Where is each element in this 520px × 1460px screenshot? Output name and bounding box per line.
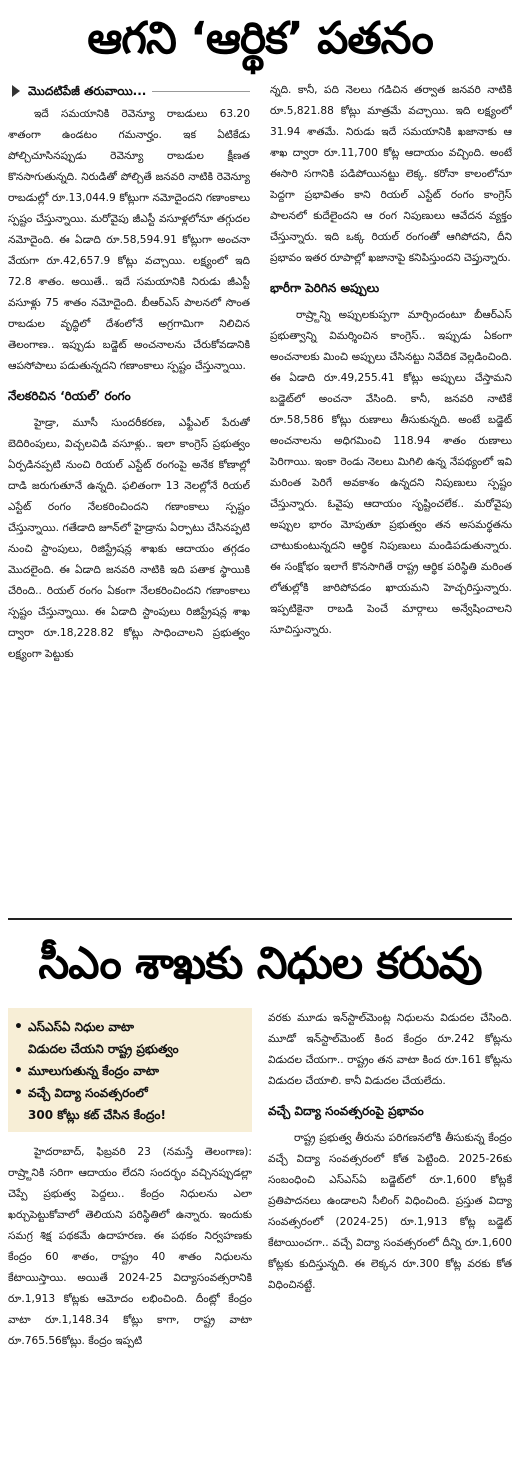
article1-para: రాష్ర్టాన్ని అప్పులకుప్పగా మార్చిందంటూ బీఆర్ఎస్ ప్రభుత్వాన్ని విమర్శించిన కాంగ్రెస్.. ఇప్పుడు ఏకంగా అంచనాలకు మించి అప్పులు చేసినట్టు నివేదిక వెల్లడించింది. ఈ ఏడాది రూ.49,255.41 కోట్లు అప్పులు చేస్తామని బడ్జెట్‌లో అంచనా వేసింది. కానీ, జనవరి నాటికే రూ.58,586 కోట్లు రుణాలు తీసుకున్నది. అంటే బడ్జెట్ అంచనాలను అధిగమించి 118.94 శాతం రుణాలు పెరిగాయి. ఇంకా రెండు నెలలు మిగిలి ఉన్న నేపథ్యంలో ఇవి మరింత పెరిగే అవకాశం ఉన్నదని నిపుణులు స్పష్టం చేస్తున్నారు. ఓవైపు ఆదాయం సృష్టించలేక.. మరోవైపు అప్పుల భారం మోపుతూ ప్రభుత్వం తన అసమర్థతను చాటుకుంటున్నదని ఆర్థిక నిపుణులు మండిపడుతున్నారు. ఈ సంక్షోభం ఇలాగే కొనసాగితే రాష్ట్ర ఆర్థిక పరిస్థితి మరింత లోతుల్లోకి జారిపోవడం ఖాయమని హెచ్చరిస్తున్నారు. ఇప్పటికైనా రాబడి పెంచే మార్గాలు అన్వేషించాలని సూచిస్తున్నారు. <box>270 309 512 636</box>
article1-para: హైడ్రా, మూసీ సుందరీకరణ, ఎఫ్టీఎల్ పేరుతో బెదిరింపులు, విచ్చలవిడి వసూళ్లు.. ఇలా కాంగ్రెస్ ప్రభుత్వం ఏర్పడినప్పటి నుంచి రియల్ ఎస్టేట్ రంగంపై అనేక కోణాల్లో దాడి జరుగుతూనే ఉన్నది. ఫలితంగా 13 నెలల్లోనే రియల్ ఎస్టేట్ రంగం నేలకరించిందని గణాంకాలు స్పష్టం చేస్తున్నాయి. గతేడాది జూన్‌లో హైడ్రాను ఏర్పాటు చేసినప్పటి నుంచి స్టాంపులు, రిజిస్ట్రేషన్ల శాఖకు ఆదాయం తగ్గడం మొదలైంది. ఈ ఏడాది జనవరి నాటికి ఇది పతాక స్థాయికి చేరింది.. రియల్ రంగం ఏకంగా నేలకరించిందని గణాంకాలు స్పష్టం చేస్తున్నాయి. ఈ ఏడాది స్టాంపులు రిజిస్ట్రేషన్ల శాఖ ద్వారా రూ.18,228.82 కోట్లు సాధించాలని ప్రభుత్వం లక్ష్యంగా పెట్టుకు <box>8 417 250 660</box>
subheading-debts: భారీగా పెరిగిన అప్పులు <box>270 281 380 295</box>
headline-top: ఆగని ‘ఆర్థిక’ పతనం <box>87 13 433 64</box>
article2-col2 <box>268 1008 512 1456</box>
article1-para: న్నది. కానీ, పది నెలలు గడిచిన తర్వాత జనవరి నాటికి రూ.5,821.88 కోట్లు మాత్రమే వచ్చాయి. ఇది లక్ష్యంలో 31.94 శాతమే. నిరుడు ఇదే సమయానికి ఖజానాకు ఆ శాఖ ద్వారా రూ.11,700 కోట్ల ఆదాయం వచ్చింది. అంటే ఈసారి సగానికి పడిపోయినట్టు లెక్క. కరోనా కాలంలోనూ పెద్దగా ప్రభావితం కాని రియల్ ఎస్టేట్ రంగం కాంగ్రెస్ పాలనలో కుదేలైందని ఆ రంగ నిపుణులు ఆవేదన వ్యక్తం చేస్తున్నారు. ఇది ఒక్క రియల్ రంగంతో ఆగిపోదని, దీని ప్రభావం ఇతర రూపాల్లో ఖజానాపై కనిపిస్తుందని చెప్తున్నారు. <box>270 84 512 264</box>
bullet-icon: • <box>14 1063 23 1079</box>
highlight-item: • మూలుగుతున్న కేంద్రం వాటా <box>14 1060 242 1082</box>
highlight-item: • ఎస్ఎస్ఏ నిధుల వాటా <box>14 1016 242 1038</box>
subheading-next-year: వచ్చే విద్యా సంవత్సరంపై ప్రభావం <box>268 1104 424 1118</box>
article1-col1 <box>8 80 250 916</box>
article2-para: రాష్ట్ర ప్రభుత్వ తీరును పరిగణనలోకి తీసుకున్న కేంద్రం వచ్చే విద్యా సంవత్సరంలో కోత పెట్టింది. 2025-26కు సంబంధించి ఎస్ఎస్ఏ బడ్జెట్‌లో రూ.1,600 కోట్లకే ప్రతిపాదనలు ఉండాలని సీలింగ్ విధించింది. ప్రస్తుత విద్యా సంవత్సరంలో (2024-25) రూ.1,913 కోట్ల బడ్జెట్ కేటాయించగా.. వచ్చే విద్యా సంవత్సరంలో దీన్ని రూ.1,600 కోట్లకు కుదిస్తున్నది. ఈ లెక్కన రూ.300 కోట్ల వరకు కోత విధించినట్టే. <box>268 1132 512 1291</box>
highlight-item-cont: 300 కోట్లు కట్ చేసిన కేంద్రం! <box>28 1108 166 1122</box>
article2-col1 <box>8 1008 252 1456</box>
bullet-icon: • <box>14 1019 23 1035</box>
subheading-real-estate: నేలకరిచిన ‘రియల్’ రంగం <box>8 389 131 403</box>
highlight-item: • వచ్చే విద్యా సంవత్సరంలో <box>14 1082 242 1104</box>
kicker-text: మొదటిపేజీ తరువాయి... <box>28 84 147 98</box>
article2-para: వరకు మూడు ఇన్‌స్టాల్‌మెంట్ల నిధులను విడుదల చేసింది. మూడో ఇన్‌స్టాల్‌మెంట్ కింద కేంద్రం రూ.242 కోట్లను విడుదల చేయగా.. రాష్ట్రం తన వాటా కింద రూ.161 కోట్లను విడుదల చేయాలి. కానీ విడుదల చేయలేదు. <box>268 1012 512 1087</box>
arrow-right-icon <box>12 85 20 97</box>
highlight-item-cont: విడుదల చేయని రాష్ట్ర ప్రభుత్వం <box>28 1042 179 1056</box>
headline-bottom: సీఎం శాఖకు నిధుల కరువు <box>38 938 482 989</box>
kicker-rule <box>152 91 250 92</box>
bullet-icon: • <box>14 1085 23 1101</box>
article2-para: హైదరాబాద్, ఫిబ్రవరి 23 (నమస్తే తెలంగాణ): రాష్ర్టానికి సరిగా ఆదాయం లేదని సందర్భం వచ్చినప్పుడల్లా చెప్పే ప్రభుత్వ పెద్దలు.. కేంద్రం నిధులను ఎలా ఖర్చుపెట్టుకోవాలో తెలియని పరిస్థితిలో ఉన్నారు. ఇందుకు సమగ్ర శిక్ష పథకమే ఉదాహరణ. ఈ పథకం నిర్వహణకు కేంద్రం 60 శాతం, రాష్ట్రం 40 శాతం నిధులను కేటాయిస్తాయి. అయితే 2024-25 విద్యాసంవత్సరానికి రూ.1,913 కోట్లకు ఆమోదం లభించింది. దీంట్లో కేంద్రం వాటా రూ.1,148.34 కోట్లు కాగా, రాష్ట్ర వాటా రూ.765.56కోట్లు. కేంద్రం ఇప్పటి <box>8 1146 252 1347</box>
article1-para: ఇదే సమయానికి రెవెన్యూ రాబడులు 63.20 శాతంగా ఉండటం గమనార్హం. ఇక ఏటికేడు పోల్చిచూసినప్పుడు రెవెన్యూ రాబడుల క్షీణత కొనసాగుతున్నది. నిరుడితో పోల్చితే జనవరి నాటికి రెవెన్యూ రాబడుల్లో రూ.13,044.9 కోట్లుగా నమోదైందని గణాంకాలు స్పష్టం చేస్తున్నాయి. మరోవైపు జీఎస్టీ వసూళ్లలోనూ తగ్గుదల నమోదైంది. ఈ ఏడాది రూ.58,594.91 కోట్లుగా అంచనా వేయగా రూ.42,657.9 కోట్లు వచ్చాయి. లక్ష్యంలో ఇది 72.8 శాతం. అయితే.. ఇదే సమయానికి నిరుడు జీఎస్టీ వసూళ్లు 75 శాతం నమోదైంది. బీఆర్ఎస్ పాలనలో సొంత రాబడుల వృద్ధిలో దేశంలోనే అగ్రగామిగా నిలిచిన తెలంగాణ.. ఇప్పుడు బడ్జెట్ అంచనాలను చేరుకోవడానికి ఆపసోపాలు పడుతున్నదని గణాంకాలు స్పష్టం చేస్తున్నాయి. <box>8 108 250 372</box>
kicker <box>8 80 250 102</box>
highlight-box <box>8 1008 252 1132</box>
article1-col2 <box>270 80 512 916</box>
dateline: హైదరాబాద్, ఫిబ్రవరి 23 (నమస్తే తెలంగాణ): <box>34 1146 252 1158</box>
section-divider <box>8 918 512 920</box>
